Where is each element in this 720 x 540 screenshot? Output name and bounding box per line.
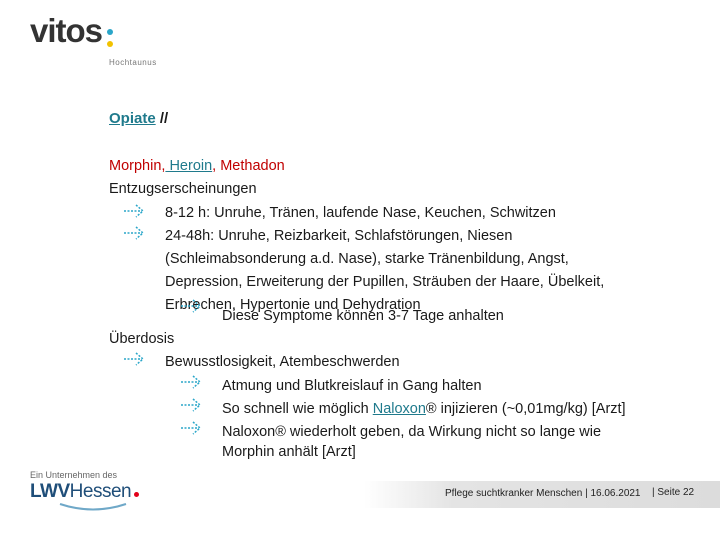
arrow-icon xyxy=(179,373,205,391)
withdrawal-item-2-line-4: Erbrechen, Hypertonie und Dehydration xyxy=(165,297,421,313)
title-link[interactable]: Opiate xyxy=(109,110,156,127)
drugs-part1: Morphin, xyxy=(109,158,166,174)
drugs-line xyxy=(109,156,285,176)
logo-subtitle: Hochtaunus xyxy=(109,58,157,67)
lwv-dot-icon xyxy=(134,492,139,497)
overdose-sub-2 xyxy=(222,399,626,419)
withdrawal-sub-item: Diese Symptome können 3-7 Tage anhalten xyxy=(222,308,504,324)
arrow-icon xyxy=(122,224,148,242)
overdose-sub-3-line-1: Naloxon® wiederholt geben, da Wirkung nicht so lange wie xyxy=(222,424,602,440)
lwv-logo xyxy=(30,481,139,503)
lwv-logo-a: LWV xyxy=(30,481,70,502)
overdose-sub-1: Atmung und Blutkreislauf in Gang halten xyxy=(222,378,482,394)
naloxon-link[interactable]: Naloxon xyxy=(372,401,426,417)
overdose-heading: Überdosis xyxy=(109,331,175,347)
withdrawal-item-2-line-2: (Schleimabsonderung a.d. Nase), starke Tränenbildung, Angst, xyxy=(165,251,569,267)
overdose-sub-2-prefix: So schnell wie möglich xyxy=(222,401,373,417)
arrow-icon xyxy=(122,350,148,368)
arrow-icon xyxy=(179,396,205,414)
page-number: | Seite 22 xyxy=(652,487,695,498)
drugs-part2: , Methadon xyxy=(212,158,285,174)
org-tagline: Ein Unternehmen des xyxy=(30,470,118,480)
arrow-icon xyxy=(179,297,205,315)
vitos-logo xyxy=(30,12,157,67)
withdrawal-heading: Entzugserscheinungen xyxy=(109,181,257,197)
overdose-sub-2-suffix: ® injizieren (~0,01mg/kg) [Arzt] xyxy=(425,401,626,417)
heroin-link[interactable]: Heroin xyxy=(165,158,213,174)
lwv-swoosh-icon xyxy=(58,501,128,513)
arrow-icon xyxy=(179,419,205,437)
logo-wordmark: vitos xyxy=(30,12,103,49)
title-suffix: // xyxy=(155,110,169,127)
overdose-item: Bewusstlosigkeit, Atembeschwerden xyxy=(165,354,400,370)
withdrawal-item-2-line-3: Depression, Erweiterung der Pupillen, Sträuben der Haare, Übelkeit, xyxy=(165,274,605,290)
withdrawal-item-2-line-1: 24-48h: Unruhe, Reizbarkeit, Schlafstörungen, Niesen xyxy=(165,228,513,244)
footer-title: Pflege suchtkranker Menschen | 16.06.2021 xyxy=(445,488,641,499)
arrow-icon xyxy=(122,202,148,220)
slide-title xyxy=(109,110,168,127)
logo-dots-icon xyxy=(105,25,117,51)
withdrawal-item-1: 8-12 h: Unruhe, Tränen, laufende Nase, Keuchen, Schwitzen xyxy=(165,205,556,221)
lwv-logo-b: Hessen xyxy=(69,481,132,502)
overdose-sub-3-line-2: Morphin anhält [Arzt] xyxy=(222,444,356,460)
